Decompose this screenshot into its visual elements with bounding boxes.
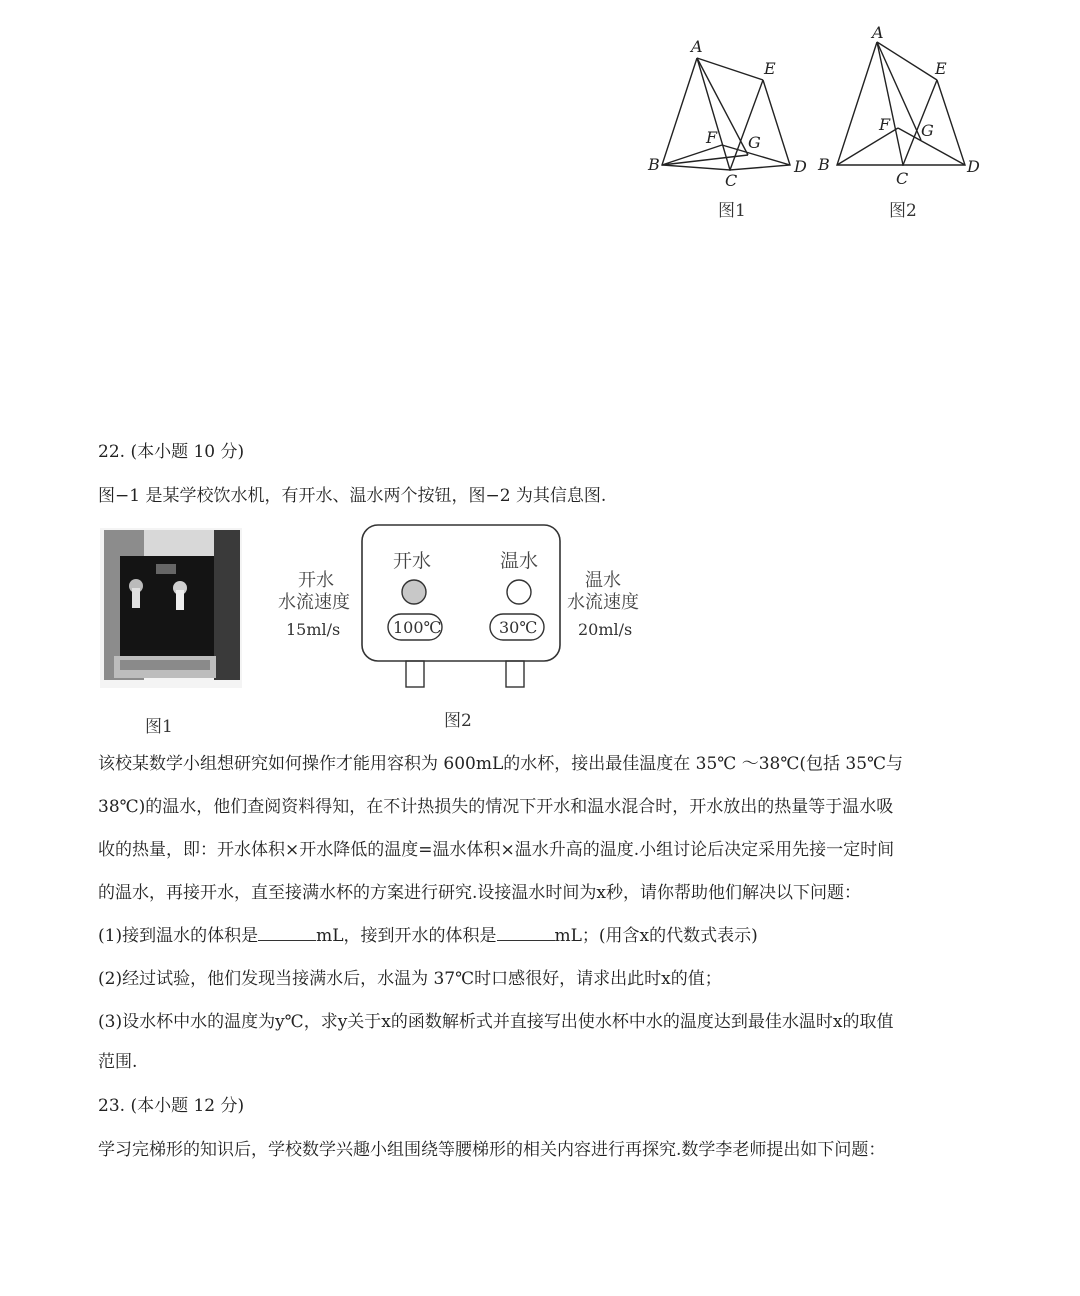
geometry-figure-1 xyxy=(640,30,820,230)
sub1-part-c: mL；(用含x的代数式表示) xyxy=(554,926,758,946)
info-panel-diagram xyxy=(270,520,660,695)
warm-temp: 30℃ xyxy=(499,618,538,637)
figure-1-caption: 图1 xyxy=(718,201,746,221)
figure-2-caption-q22: 图2 xyxy=(444,711,472,731)
label-e: E xyxy=(764,59,776,78)
question-22-sub-2: (2)经过试验，他们发现当接满水后，水温为 37℃时口感很好，请求出此时x的值； xyxy=(98,969,722,989)
warm-label: 温水 xyxy=(500,550,539,572)
hot-spout xyxy=(406,661,424,687)
answer-blank-warm-volume[interactable] xyxy=(258,926,316,941)
warm-side-line3: 20ml/s xyxy=(578,620,633,639)
label-a: A xyxy=(691,37,703,56)
geometry-figure-2 xyxy=(815,20,995,230)
question-23-intro: 学习完梯形的知识后，学校数学兴趣小组围绕等腰梯形的相关内容进行再探究.数学李老师提出如下问题： xyxy=(98,1140,886,1160)
label-b-2: B xyxy=(818,155,830,174)
water-dispenser-image xyxy=(100,528,242,688)
label-g-2: G xyxy=(921,121,934,140)
hot-temp: 100℃ xyxy=(393,618,442,637)
triangle-ecd-2 xyxy=(903,80,965,165)
label-d: D xyxy=(794,157,807,176)
answer-blank-hot-volume[interactable] xyxy=(497,926,555,941)
question-22-paragraph-line-1: 该校某数学小组想研究如何操作才能用容积为 600mL的水杯，接出最佳温度在 35℃ ～38℃(包括 35℃与 xyxy=(98,754,904,774)
question-22-paragraph-line-2: 38℃)的温水，他们查阅资料得知，在不计热损失的情况下开水和温水混合时，开水放出的热量等于温水吸 xyxy=(98,797,894,817)
label-b: B xyxy=(648,155,660,174)
sub1-part-a: (1)接到温水的体积是 xyxy=(98,926,259,946)
label-c-2: C xyxy=(896,169,909,188)
sub1-part-b: mL，接到开水的体积是 xyxy=(316,926,497,946)
figure-2-caption: 图2 xyxy=(889,201,917,221)
label-f-2: F xyxy=(879,115,891,134)
hot-side-line3: 15ml/s xyxy=(286,620,341,639)
hot-side-line1: 开水 xyxy=(298,570,334,591)
hot-side-line2: 水流速度 xyxy=(278,592,350,613)
question-22-sub-1 xyxy=(98,925,758,947)
question-22-sub-3-line-2: 范围. xyxy=(98,1052,138,1072)
question-22-header: 22. (本小题 10 分) xyxy=(98,442,245,462)
warm-side-line1: 温水 xyxy=(585,570,621,591)
warm-spout xyxy=(506,661,524,687)
label-c: C xyxy=(725,171,738,190)
triangle-abc-2 xyxy=(837,42,903,165)
warm-side-line2: 水流速度 xyxy=(567,592,639,613)
question-22-intro: 图−1 是某学校饮水机，有开水、温水两个按钮，图−2 为其信息图. xyxy=(98,486,607,506)
label-d-2: D xyxy=(967,157,980,176)
label-a-2: A xyxy=(872,23,884,42)
hot-label: 开水 xyxy=(393,550,432,572)
question-22-sub-3-line-1: (3)设水杯中水的温度为y℃，求y关于x的函数解析式并直接写出使水杯中水的温度达到最佳水温时x的取值 xyxy=(98,1012,894,1032)
question-22-paragraph-line-4: 的温水，再接开水，直至接满水杯的方案进行研究.设接温水时间为x秒，请你帮助他们解决以下问题： xyxy=(98,883,861,903)
question-22-paragraph-line-3: 收的热量，即：开水体积×开水降低的温度=温水体积×温水升高的温度.小组讨论后决定采用先接一定时间 xyxy=(98,840,895,860)
hot-button[interactable] xyxy=(402,580,426,604)
label-g: G xyxy=(748,133,761,152)
warm-button[interactable] xyxy=(507,580,531,604)
label-f: F xyxy=(706,128,718,147)
figure-1-caption-q22: 图1 xyxy=(145,717,173,737)
label-e-2: E xyxy=(935,59,947,78)
question-23-header: 23. (本小题 12 分) xyxy=(98,1096,245,1116)
